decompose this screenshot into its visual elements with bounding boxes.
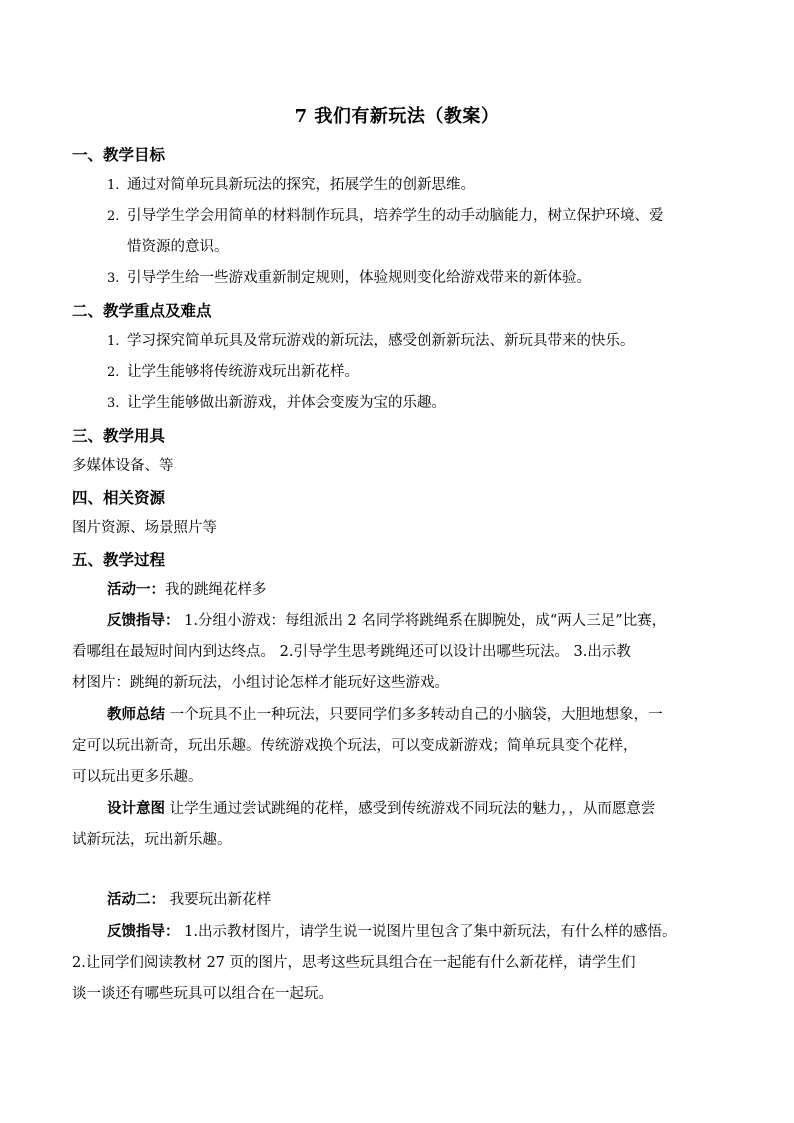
objective-item-1 — [107, 170, 727, 201]
section-heading-process: 五、教学过程 — [72, 551, 166, 569]
activity-title: 我要玩出新花样 — [165, 892, 272, 908]
objective-item-2 — [107, 201, 727, 232]
activity-2-header — [107, 885, 727, 916]
objective-item-2-continued: 惜资源的意识。 — [127, 239, 229, 255]
activity-2-feedback-line-1 — [107, 917, 727, 948]
section-heading-resources: 四、相关资源 — [72, 489, 166, 507]
activity-label: 活动一： — [107, 582, 165, 598]
item-number: 3. — [107, 271, 120, 286]
activity-1-intent-line-2: 试新玩法，玩出新乐趣。 — [72, 832, 232, 848]
section-heading-tools: 三、教学用具 — [72, 427, 166, 445]
activity-title: 我的跳绳花样多 — [165, 582, 267, 598]
activity-1-feedback-line-2: 看哪组在最短时间内到达终点。 2.引导学生思考跳绳还可以设计出哪些玩法。 3.出示教 — [72, 644, 631, 660]
intent-label: 设计意图 — [107, 801, 165, 817]
activity-2-feedback-line-2: 2.让同学们阅读教材 27 页的图片，思考这些玩具组合在一起能有什么新花样，请学生们 — [72, 955, 636, 971]
activity-2-feedback-line-3: 谈一谈还有哪些玩具可以组合在一起玩。 — [72, 986, 333, 1002]
summary-text: 一个玩具不止一种玩法，只要同学们多多转动自己的小脑袋，大胆地想象，一 — [165, 707, 663, 723]
activity-1-feedback-line-3: 材图片：跳绳的新玩法，小组讨论怎样才能玩好这些游戏。 — [72, 675, 449, 691]
item-number: 1. — [107, 334, 120, 349]
item-number: 1. — [107, 178, 120, 193]
activity-1-summary-line-3: 可以玩出更多乐趣。 — [72, 769, 203, 785]
item-text: 学习探究简单玩具及常玩游戏的新玩法，感受创新新玩法、新玩具带来的快乐。 — [127, 333, 635, 349]
summary-label: 教师总结 — [107, 707, 165, 723]
item-number: 3. — [107, 396, 120, 411]
item-text: 引导学生给一些游戏重新制定规则，体验规则变化给游戏带来的新体验。 — [127, 270, 591, 286]
activity-1-feedback-line-1 — [107, 606, 727, 637]
key-point-item-3 — [107, 388, 727, 419]
key-point-item-2 — [107, 357, 727, 388]
document-title: 7 我们有新玩法（教案） — [294, 106, 500, 127]
activity-label: 活动二： — [107, 892, 165, 908]
item-number: 2. — [107, 209, 120, 224]
activity-1-header — [107, 575, 727, 606]
feedback-label: 反馈指导： — [107, 613, 180, 629]
activity-1-summary-line-2: 定可以玩出新奇，玩出乐趣。传统游戏换个玩法，可以变成新游戏；简单玩具变个花样， — [72, 738, 638, 754]
tools-text: 多媒体设备、等 — [72, 458, 174, 474]
section-heading-key-points: 二、教学重点及难点 — [72, 302, 212, 320]
item-text: 让学生能够做出新游戏，并体会变废为宝的乐趣。 — [127, 395, 446, 411]
item-text: 引导学生学会用简单的材料制作玩具，培养学生的动手动脑能力，树立保护环境、爱 — [127, 208, 664, 224]
feedback-text: 1.分组小游戏：每组派出 2 名同学将跳绳系在脚腕处，成“两人三足”比赛， — [179, 613, 667, 629]
key-point-item-1 — [107, 326, 727, 357]
item-number: 2. — [107, 365, 120, 380]
resources-text: 图片资源、场景照片等 — [72, 520, 217, 536]
section-heading-objectives: 一、教学目标 — [72, 146, 166, 164]
intent-text: 让学生通过尝试跳绳的花样，感受到传统游戏不同玩法的魅力，，从而愿意尝 — [165, 801, 656, 817]
feedback-text: 1.出示教材图片，请学生说一说图片里包含了集中新玩法，有什么样的感悟。 — [179, 924, 677, 940]
activity-1-intent-line-1 — [107, 794, 727, 825]
activity-1-summary-line-1 — [107, 700, 727, 731]
objective-item-3 — [107, 263, 727, 294]
feedback-label: 反馈指导： — [107, 924, 180, 940]
item-text: 通过对简单玩具新玩法的探究，拓展学生的创新思维。 — [127, 177, 475, 193]
item-text: 让学生能够将传统游戏玩出新花样。 — [127, 364, 359, 380]
